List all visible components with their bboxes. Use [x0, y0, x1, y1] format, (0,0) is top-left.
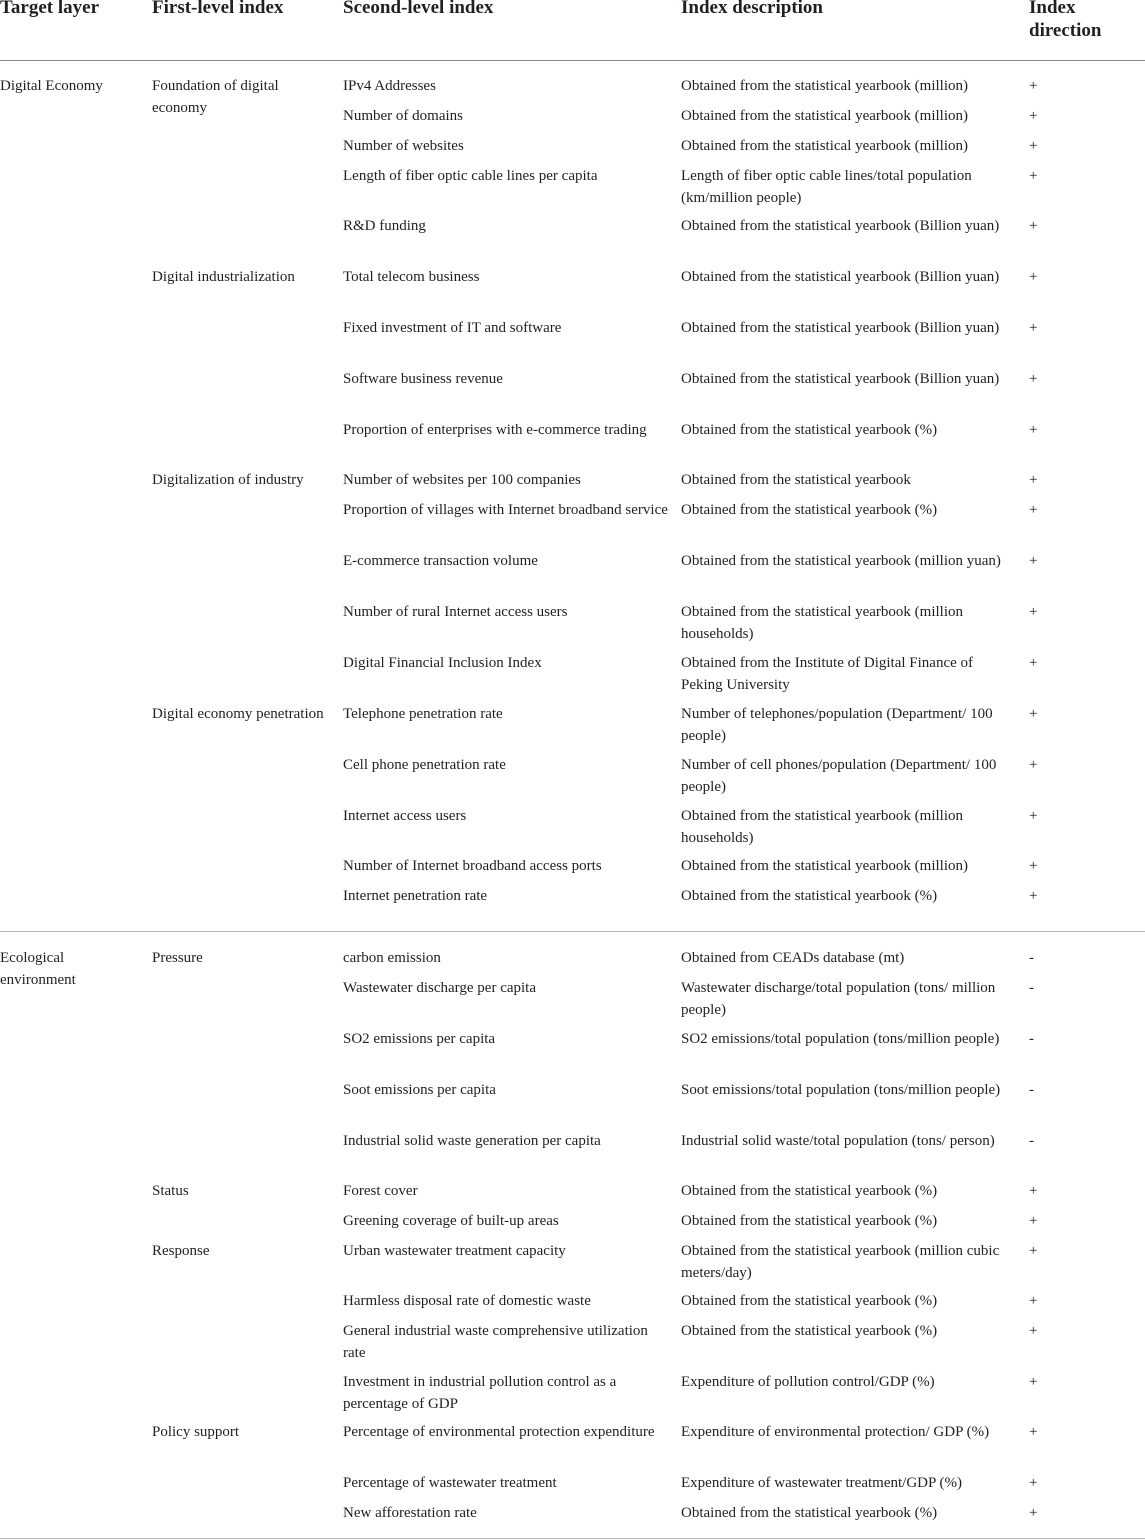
second-level-index-cell: Digital Financial Inclusion Index: [343, 655, 542, 671]
second-level-index-cell: Percentage of wastewater treatment: [343, 1475, 557, 1491]
index-description-cell: Obtained from the statistical yearbook (million): [681, 108, 969, 124]
first-level-index-cell: Foundation of digital economy: [152, 78, 279, 116]
index-direction-cell: +: [1029, 78, 1038, 94]
index-description-cell: Obtained from the statistical yearbook (%): [681, 1323, 938, 1339]
second-level-index-cell: Number of websites: [343, 138, 464, 154]
second-level-index-cell: Telephone penetration rate: [343, 706, 503, 722]
index-description-cell: Obtained from the statistical yearbook (%): [681, 1183, 938, 1199]
index-description-cell: Obtained from the statistical yearbook (million households): [681, 808, 964, 846]
index-direction-cell: +: [1029, 108, 1038, 124]
second-level-index-cell: Number of domains: [343, 108, 463, 124]
target-layer-cell: Ecological environment: [0, 950, 76, 988]
second-level-index-cell: Length of fiber optic cable lines per capita: [343, 168, 598, 184]
index-description-cell: Obtained from the statistical yearbook (Billion yuan): [681, 218, 1000, 234]
index-description-cell: Industrial solid waste/total population (tons/ person): [681, 1133, 995, 1149]
index-description-cell: Obtained from the statistical yearbook (%): [681, 422, 938, 438]
second-level-index-cell: Internet penetration rate: [343, 888, 488, 904]
index-direction-cell: +: [1029, 320, 1038, 336]
index-direction-cell: +: [1029, 1424, 1038, 1440]
index-description-cell: Obtained from the statistical yearbook (million cubic meters/day): [681, 1243, 1000, 1281]
index-direction-cell: +: [1029, 888, 1038, 904]
index-description-cell: Wastewater discharge/total population (tons/ million people): [681, 980, 996, 1018]
index-description-cell: Obtained from CEADs database (mt): [681, 950, 905, 966]
index-direction-cell: -: [1029, 950, 1034, 966]
second-level-index-cell: E-commerce transaction volume: [343, 553, 538, 569]
index-direction-cell: +: [1029, 168, 1038, 184]
index-description-cell: Obtained from the statistical yearbook (Billion yuan): [681, 320, 1000, 336]
index-description-cell: Obtained from the statistical yearbook (million yuan): [681, 553, 1001, 569]
index-description-cell: Expenditure of environmental protection/ GDP (%): [681, 1424, 990, 1440]
index-direction-cell: +: [1029, 1213, 1038, 1229]
index-direction-cell: +: [1029, 371, 1038, 387]
second-level-index-cell: Number of rural Internet access users: [343, 604, 568, 620]
second-level-index-cell: Proportion of villages with Internet broadband service: [343, 502, 668, 518]
index-description-cell: Obtained from the statistical yearbook (%): [681, 888, 938, 904]
header-index-description: Index description: [681, 0, 823, 18]
second-level-index-cell: IPv4 Addresses: [343, 78, 436, 94]
index-description-cell: Expenditure of wastewater treatment/GDP (%): [681, 1475, 963, 1491]
index-direction-cell: +: [1029, 706, 1038, 722]
index-direction-cell: +: [1029, 472, 1038, 488]
index-direction-cell: +: [1029, 757, 1038, 773]
index-direction-cell: +: [1029, 269, 1038, 285]
index-direction-cell: +: [1029, 1475, 1038, 1491]
index-direction-cell: -: [1029, 1031, 1034, 1047]
second-level-index-cell: Percentage of environmental protection expenditure: [343, 1424, 655, 1440]
index-direction-cell: +: [1029, 553, 1038, 569]
index-direction-cell: +: [1029, 808, 1038, 824]
index-direction-cell: +: [1029, 655, 1038, 671]
first-level-index-cell: Digital industrialization: [152, 269, 295, 285]
index-description-cell: Obtained from the statistical yearbook (million households): [681, 604, 964, 642]
index-direction-cell: -: [1029, 980, 1034, 996]
second-level-index-cell: SO2 emissions per capita: [343, 1031, 496, 1047]
header-first-level-index: First-level index: [152, 0, 284, 18]
index-description-cell: SO2 emissions/total population (tons/million people): [681, 1031, 1000, 1047]
first-level-index-cell: Policy support: [152, 1424, 240, 1440]
second-level-index-cell: Number of Internet broadband access ports: [343, 858, 602, 874]
table-bottom-rule: [0, 1538, 1145, 1539]
index-direction-cell: +: [1029, 502, 1038, 518]
first-level-index-cell: Status: [152, 1183, 189, 1199]
second-level-index-cell: Urban wastewater treatment capacity: [343, 1243, 566, 1259]
index-description-cell: Obtained from the statistical yearbook (%): [681, 1293, 938, 1309]
index-description-cell: Obtained from the statistical yearbook (Billion yuan): [681, 371, 1000, 387]
index-description-cell: Obtained from the statistical yearbook (million): [681, 138, 969, 154]
index-description-cell: Soot emissions/total population (tons/million people): [681, 1082, 1001, 1098]
index-description-cell: Obtained from the statistical yearbook (Billion yuan): [681, 269, 1000, 285]
index-direction-cell: +: [1029, 1505, 1038, 1521]
second-level-index-cell: Soot emissions per capita: [343, 1082, 496, 1098]
second-level-index-cell: Harmless disposal rate of domestic waste: [343, 1293, 591, 1309]
index-direction-cell: +: [1029, 1374, 1038, 1390]
second-level-index-cell: Cell phone penetration rate: [343, 757, 506, 773]
second-level-index-cell: Industrial solid waste generation per capita: [343, 1133, 601, 1149]
second-level-index-cell: General industrial waste comprehensive utilization rate: [343, 1323, 648, 1361]
header-second-level-index: Sceond-level index: [343, 0, 494, 18]
index-description-cell: Expenditure of pollution control/GDP (%): [681, 1374, 935, 1390]
first-level-index-cell: Digitalization of industry: [152, 472, 304, 488]
index-description-cell: Obtained from the statistical yearbook: [681, 472, 911, 488]
first-level-index-cell: Response: [152, 1243, 210, 1259]
second-level-index-cell: New afforestation rate: [343, 1505, 477, 1521]
index-direction-cell: +: [1029, 858, 1038, 874]
target-layer-cell: Digital Economy: [0, 78, 103, 94]
second-level-index-cell: Greening coverage of built-up areas: [343, 1213, 559, 1229]
index-description-cell: Length of fiber optic cable lines/total population (km/million people): [681, 168, 972, 206]
first-level-index-cell: Pressure: [152, 950, 203, 966]
index-direction-cell: +: [1029, 1183, 1038, 1199]
index-direction-cell: +: [1029, 1243, 1038, 1259]
index-description-cell: Obtained from the statistical yearbook (%): [681, 1505, 938, 1521]
second-level-index-cell: Fixed investment of IT and software: [343, 320, 562, 336]
index-direction-cell: -: [1029, 1082, 1034, 1098]
index-direction-cell: -: [1029, 1133, 1034, 1149]
table-header: [0, 0, 1145, 61]
index-description-cell: Obtained from the statistical yearbook (million): [681, 858, 969, 874]
second-level-index-cell: Internet access users: [343, 808, 467, 824]
index-direction-cell: +: [1029, 422, 1038, 438]
index-description-cell: Obtained from the statistical yearbook (%): [681, 1213, 938, 1229]
index-description-cell: Obtained from the statistical yearbook (%): [681, 502, 938, 518]
header-index-direction: Index direction: [1029, 0, 1102, 41]
index-direction-cell: +: [1029, 604, 1038, 620]
second-level-index-cell: Investment in industrial pollution control as a percentage of GDP: [343, 1374, 617, 1412]
index-description-cell: Obtained from the statistical yearbook (million): [681, 78, 969, 94]
second-level-index-cell: R&D funding: [343, 218, 426, 234]
second-level-index-cell: carbon emission: [343, 950, 441, 966]
first-level-index-cell: Digital economy penetration: [152, 706, 324, 722]
index-direction-cell: +: [1029, 1323, 1038, 1339]
section-divider: [0, 931, 1145, 932]
second-level-index-cell: Proportion of enterprises with e-commerce trading: [343, 422, 647, 438]
index-direction-cell: +: [1029, 218, 1038, 234]
header-target-layer: Target layer: [0, 0, 100, 18]
second-level-index-cell: Forest cover: [343, 1183, 418, 1199]
index-direction-cell: +: [1029, 138, 1038, 154]
second-level-index-cell: Wastewater discharge per capita: [343, 980, 537, 996]
second-level-index-cell: Total telecom business: [343, 269, 480, 285]
index-direction-cell: +: [1029, 1293, 1038, 1309]
second-level-index-cell: Number of websites per 100 companies: [343, 472, 581, 488]
index-description-cell: Number of telephones/population (Department/ 100 people): [681, 706, 993, 744]
index-description-cell: Obtained from the Institute of Digital Finance of Peking University: [681, 655, 974, 693]
second-level-index-cell: Software business revenue: [343, 371, 503, 387]
index-description-cell: Number of cell phones/population (Department/ 100 people): [681, 757, 997, 795]
